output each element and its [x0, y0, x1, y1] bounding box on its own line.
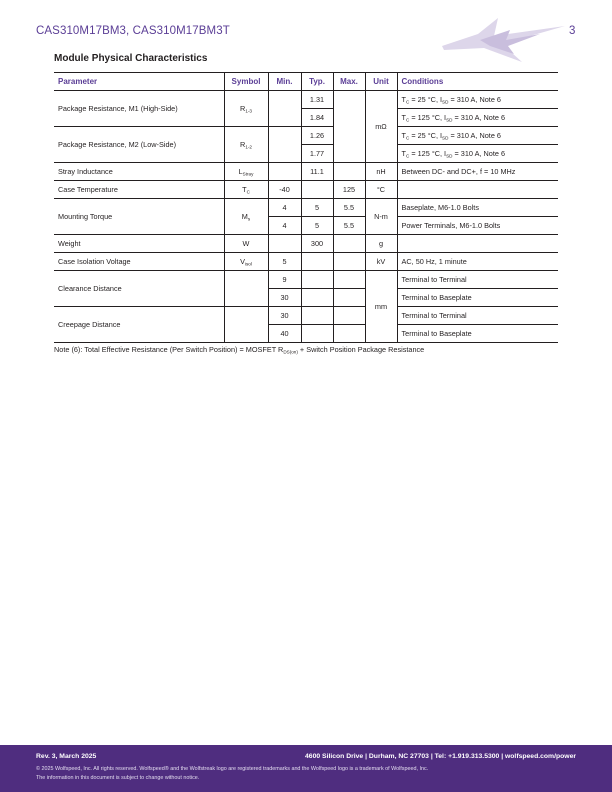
- typ-cell: 1.31: [301, 91, 333, 109]
- min-cell: 4: [268, 217, 301, 235]
- param-weight: Weight: [54, 235, 224, 253]
- table-header-row: [54, 73, 558, 91]
- symbol-stray: $L_{Stray}$: [224, 163, 268, 181]
- section-title: Module Physical Characteristics: [54, 53, 208, 64]
- min-cell: -40: [268, 181, 301, 199]
- header-typ: Typ.: [301, 73, 333, 91]
- min-cell: [268, 163, 301, 181]
- symbol-pkg-m1: $R_{1-3}$: [224, 91, 268, 127]
- footer-revision: Rev. 3, March 2025: [36, 753, 97, 760]
- unit-cell: °C: [365, 181, 397, 199]
- conditions-cell: $T_C = 125$ °C, $I_{SD} = 310$ A, Note 6: [397, 145, 558, 163]
- wolfstreak-logo: [440, 16, 565, 66]
- max-cell: 5.5: [333, 217, 365, 235]
- max-cell: 125: [333, 181, 365, 199]
- typ-cell: 5: [301, 199, 333, 217]
- max-cell: [333, 289, 365, 307]
- min-cell: 4: [268, 199, 301, 217]
- symbol-cell: [224, 271, 268, 307]
- footer-address: 4600 Silicon Drive | Durham, NC 27703 | Tel: +1.919.313.5300 | wolfspeed.com/power: [305, 753, 576, 760]
- header-unit: Unit: [365, 73, 397, 91]
- header-min: Min.: [268, 73, 301, 91]
- unit-cell: N-m: [365, 199, 397, 235]
- unit-cell: nH: [365, 163, 397, 181]
- unit-distance: mm: [365, 271, 397, 343]
- typ-cell: 1.77: [301, 145, 333, 163]
- param-isolation: Case Isolation Voltage: [54, 253, 224, 271]
- param-creepage: Creepage Distance: [54, 307, 224, 343]
- typ-cell: 1.26: [301, 127, 333, 145]
- typ-cell: 1.84: [301, 109, 333, 127]
- conditions-cell: Power Terminals, M6-1.0 Bolts: [397, 217, 558, 235]
- typ-cell: 5: [301, 217, 333, 235]
- min-cell: 30: [268, 307, 301, 325]
- min-cell: [268, 91, 301, 127]
- symbol-pkg-m2: $R_{1-2}$: [224, 127, 268, 163]
- max-cell: [333, 91, 365, 163]
- param-pkg-m2: Package Resistance, M2 (Low-Side): [54, 127, 224, 163]
- table-row: [54, 253, 558, 271]
- table-row: [54, 271, 558, 289]
- table-row: [54, 199, 558, 217]
- conditions-cell: [397, 181, 558, 199]
- max-cell: [333, 163, 365, 181]
- table-row: [54, 181, 558, 199]
- conditions-cell: [397, 235, 558, 253]
- unit-cell: kV: [365, 253, 397, 271]
- min-cell: 30: [268, 289, 301, 307]
- symbol-weight: W: [224, 235, 268, 253]
- physical-characteristics-table: [54, 72, 558, 343]
- header-conditions: Conditions: [397, 73, 558, 91]
- conditions-cell: $T_C = 125$ °C, $I_{SD} = 310$ A, Note 6: [397, 109, 558, 127]
- param-pkg-m1: Package Resistance, M1 (High-Side): [54, 91, 224, 127]
- table-note: Note (6): Total Effective Resistance (Per Switch Position) = MOSFET $R_{DS(on)}$ + Switch Position Package Resistance: [54, 345, 425, 355]
- header-symbol: Symbol: [224, 73, 268, 91]
- max-cell: [333, 307, 365, 325]
- symbol-torque: $M_s$: [224, 199, 268, 235]
- param-stray: Stray Inductance: [54, 163, 224, 181]
- conditions-cell: Baseplate, M6-1.0 Bolts: [397, 199, 558, 217]
- min-cell: 5: [268, 253, 301, 271]
- max-cell: 5.5: [333, 199, 365, 217]
- typ-cell: [301, 307, 333, 325]
- typ-cell: [301, 289, 333, 307]
- header-parameter: Parameter: [54, 73, 224, 91]
- typ-cell: 300: [301, 235, 333, 253]
- typ-cell: [301, 181, 333, 199]
- typ-cell: 11.1: [301, 163, 333, 181]
- symbol-isolation: $V_{isol}$: [224, 253, 268, 271]
- conditions-cell: Terminal to Terminal: [397, 271, 558, 289]
- page-footer: [0, 745, 612, 792]
- symbol-cell: [224, 307, 268, 343]
- max-cell: [333, 271, 365, 289]
- table-row: [54, 235, 558, 253]
- conditions-cell: $T_C = 25$ °C, $I_{SD} = 310$ A, Note 6: [397, 91, 558, 109]
- table-row: [54, 127, 558, 145]
- conditions-cell: Terminal to Baseplate: [397, 325, 558, 343]
- min-cell: 40: [268, 325, 301, 343]
- page-number: 3: [569, 25, 576, 37]
- typ-cell: [301, 253, 333, 271]
- max-cell: [333, 253, 365, 271]
- document-title: CAS310M17BM3, CAS310M17BM3T: [36, 25, 230, 37]
- param-torque: Mounting Torque: [54, 199, 224, 235]
- footer-disclaimer: The information in this document is subject to change without notice.: [36, 775, 200, 781]
- min-cell: [268, 235, 301, 253]
- conditions-cell: $T_C = 25$ °C, $I_{SD} = 310$ A, Note 6: [397, 127, 558, 145]
- min-cell: 9: [268, 271, 301, 289]
- max-cell: [333, 235, 365, 253]
- table-row: [54, 91, 558, 109]
- conditions-cell: AC, 50 Hz, 1 minute: [397, 253, 558, 271]
- unit-cell: g: [365, 235, 397, 253]
- table-row: [54, 307, 558, 325]
- typ-cell: [301, 271, 333, 289]
- footer-copyright: © 2025 Wolfspeed, Inc. All rights reserved. Wolfspeed® and the Wolfstreak logo are registered trademarks and the Wolfspeed logo is a trademark of Wolfspeed, Inc.: [36, 766, 429, 772]
- table-row: [54, 163, 558, 181]
- max-cell: [333, 325, 365, 343]
- header-max: Max.: [333, 73, 365, 91]
- unit-resistance: mΩ: [365, 91, 397, 163]
- conditions-cell: Between DC- and DC+, f = 10 MHz: [397, 163, 558, 181]
- param-case-temp: Case Temperature: [54, 181, 224, 199]
- conditions-cell: Terminal to Terminal: [397, 307, 558, 325]
- param-clearance: Clearance Distance: [54, 271, 224, 307]
- symbol-case-temp: $T_C$: [224, 181, 268, 199]
- typ-cell: [301, 325, 333, 343]
- conditions-cell: Terminal to Baseplate: [397, 289, 558, 307]
- min-cell: [268, 127, 301, 163]
